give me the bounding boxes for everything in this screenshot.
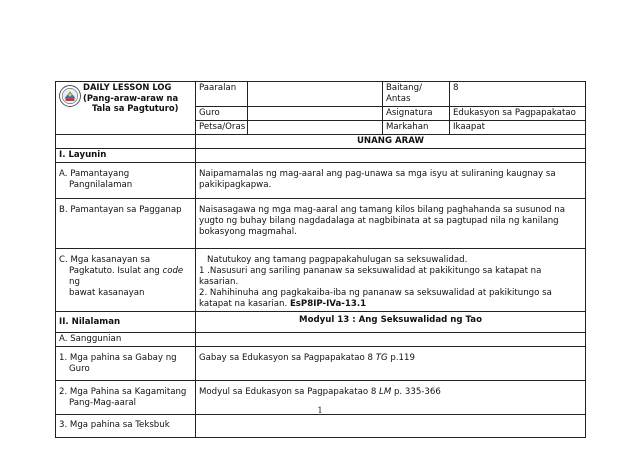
guro-value — [248, 107, 383, 121]
asignatura-label: Asignatura — [383, 107, 450, 121]
label-line: Pagkatuto. Isulat ang code ng — [69, 266, 184, 287]
gabay-guro-content: Gabay sa Edukasyon sa Pagpapakatao 8 TG p.119 — [196, 347, 586, 381]
teksbuk-content — [196, 415, 586, 438]
gabay-guro-row — [56, 347, 586, 381]
pamantayang-pangnilalaman-label — [56, 163, 196, 199]
layunin-row — [56, 149, 586, 163]
kagamitan-content: Modyul sa Edukasyon sa Pagpapakatao 8 LM p. 335-366 — [196, 381, 586, 415]
pamantayan-pagganap-row — [56, 199, 586, 249]
petsa-value — [248, 121, 383, 135]
kasanayan-content — [196, 249, 586, 312]
markahan-value: Ikaapat — [450, 121, 586, 135]
nilalaman-label: II. Nilalaman — [56, 312, 196, 333]
day-heading: UNANG ARAW — [196, 135, 586, 149]
markahan-label: Markahan — [383, 121, 450, 135]
pamantayan-pagganap-content: Naisasagawa ng mga mag-aaral ang tamang kilos bilang paghahanda sa susunod na yugto ng buhay bilang nagdadalaga at nagbibinata at sa pagtupad nila ng kanilang bokasyong magmahal. — [196, 199, 586, 249]
label-line: A. Pamantayang — [59, 169, 130, 179]
pamantayan-pagganap-label: B. Pamantayan sa Pagganap — [56, 199, 196, 249]
deped-seal-icon — [59, 85, 81, 107]
sanggunian-row — [56, 333, 586, 347]
baitang-label: Baitang/ Antas — [383, 82, 450, 107]
kasanayan-code: EsP8IP-IVa-13.1 — [289, 299, 367, 309]
daily-lesson-log-table — [55, 81, 586, 438]
title-line-1: DAILY LESSON LOG — [83, 82, 172, 92]
label-line: 2. Mga Pahina sa Kagamitang — [59, 387, 187, 397]
gabay-guro-label — [56, 347, 196, 381]
layunin-label: I. Layunin — [56, 149, 196, 163]
baitang-value: 8 — [450, 82, 586, 107]
title-line-2: (Pang-araw-araw na — [83, 92, 179, 103]
nilalaman-content: Modyul 13 : Ang Seksuwalidad ng Tao — [196, 312, 586, 333]
kasanayan-row — [56, 249, 586, 312]
sanggunian-label: A. Sanggunian — [56, 333, 196, 347]
header-row-paaralan — [56, 82, 586, 107]
kasanayan-item-1: 1 .Nasusuri ang sariling pananaw sa seksuwalidad at pakikitungo sa katapat na kasarian. — [199, 266, 542, 287]
kasanayan-label — [56, 249, 196, 312]
label-line: Pangnilalaman — [69, 180, 133, 190]
label-line: Pang-Mag-aaral — [69, 398, 137, 408]
sanggunian-content — [196, 333, 586, 347]
label-line: Guro — [69, 364, 90, 374]
document-title — [83, 82, 178, 114]
kasanayan-item-2: 2. Nahihinuha ang pagkakaiba-iba ng pananaw sa seksuwalidad at pakikitungo sa katapat na kasarian. — [199, 288, 552, 309]
title-cell — [56, 82, 196, 135]
petsa-label: Petsa/Oras — [196, 121, 248, 135]
blank-cell — [56, 135, 196, 149]
day-heading-row — [56, 135, 586, 149]
kasanayan-intro: Natutukoy ang tamang pagpapakahulugan sa seksuwalidad. — [207, 255, 468, 265]
teksbuk-label: 3. Mga pahina sa Teksbuk — [56, 415, 196, 438]
paaralan-label: Paaralan — [196, 82, 248, 107]
paaralan-value — [248, 82, 383, 107]
guro-label: Guro — [196, 107, 248, 121]
pamantayang-pangnilalaman-row — [56, 163, 586, 199]
label-line: 1. Mga pahina sa Gabay ng — [59, 353, 177, 363]
asignatura-value: Edukasyon sa Pagpapakatao — [450, 107, 586, 121]
layunin-content — [196, 149, 586, 163]
page-number: 1 — [317, 406, 323, 415]
title-line-3: Tala sa Pagtuturo) — [92, 103, 179, 113]
label-line: bawat kasanayan — [69, 288, 145, 298]
pamantayang-pangnilalaman-content: Naipamamalas ng mag-aaral ang pag-unawa sa mga isyu at suliraning kaugnay sa pakikipagkapwa. — [196, 163, 586, 199]
label-line: C. Mga kasanayan sa — [59, 255, 151, 265]
teksbuk-row — [56, 415, 586, 438]
nilalaman-row — [56, 312, 586, 333]
